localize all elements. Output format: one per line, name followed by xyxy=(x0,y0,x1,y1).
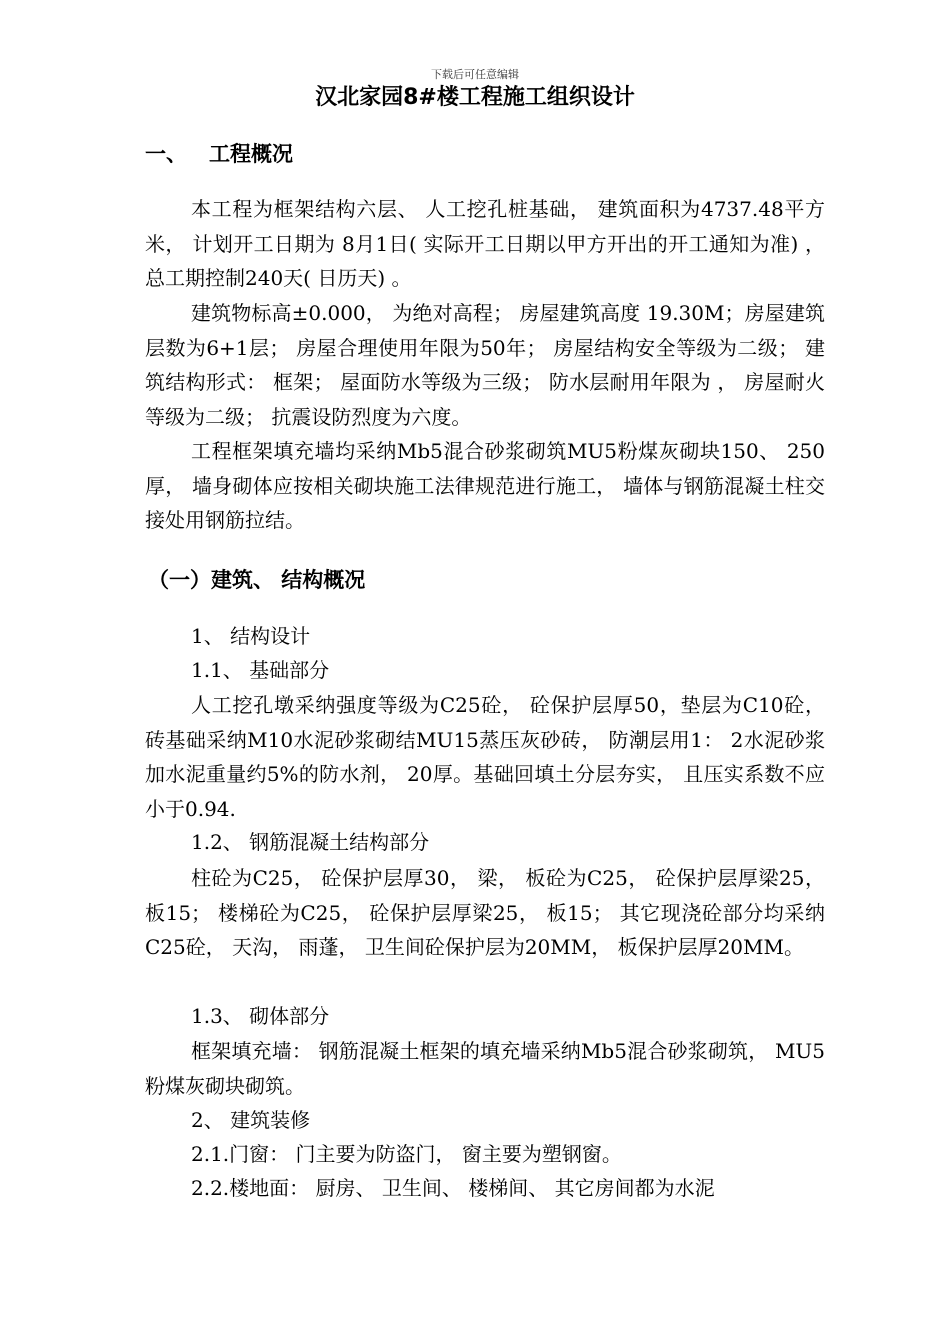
item-building-decoration: 2、 建筑装修 xyxy=(191,1108,311,1132)
paragraph-infill-walls: 工程框架填充墙均采纳Mb5混合砂浆砌筑MU5粉煤灰砌块150、 250厚， 墙身砌体应按相关砌块施工法律规范进行施工， 墙体与钢筋混凝土柱交接处用钢筋拉结。 xyxy=(145,439,825,532)
paragraph-rc-structure: 柱砼为C25， 砼保护层厚30， 梁， 板砼为C25， 砼保护层厚梁25， 板15； 楼梯砼为C25， 砼保护层厚梁25， 板15； 其它现浇砼部分均采纳C25砼， 天沟， 雨蓬， 卫生间砼保护层为20MM， 板保护层厚20MM。 xyxy=(145,866,825,959)
item-masonry: 1.3、 砌体部分 xyxy=(191,1004,330,1028)
section-heading-overview xyxy=(145,138,293,168)
item-doors-windows: 2.1.门窗： 门主要为防盗门， 窗主要为塑钢窗。 xyxy=(191,1142,622,1166)
item-structure-design: 1、 结构设计 xyxy=(191,624,311,648)
paragraph-building-specs: 建筑物标高±0.000， 为绝对高程； 房屋建筑高度 19.30M；房屋建筑层数为6+1层； 房屋合理使用年限为50年； 房屋结构安全等级为二级； 建筑结构形式： 框架； 屋面防水等级为三级； 防水层耐用年限为 ， 房屋耐火等级为二级； 抗震设防烈度为六度。 xyxy=(145,301,825,429)
subsection-heading-building-structure: （一）建筑、 结构概况 xyxy=(148,568,366,592)
section-number: 一、 xyxy=(145,142,187,166)
document-title: 汉北家园8#楼工程施工组织设计 xyxy=(315,85,635,110)
paragraph-foundation: 人工挖孔墩采纳强度等级为C25砼， 砼保护层厚50，垫层为C10砼， 砖基础采纳M10水泥砂浆砌结MU15蒸压灰砂砖， 防潮层用1： 2水泥砂浆加水泥重量约5%的防水剂， 20厚。基础回填土分层夯实， 且压实系数不应小于0.94. xyxy=(145,693,825,821)
item-foundation: 1.1、 基础部分 xyxy=(191,658,330,682)
paragraph-project-intro: 本工程为框架结构六层、 人工挖孔桩基础， 建筑面积为4737.48平方米， 计划开工日期为 8月1日( 实际开工日期以甲方开出的开工通知为准) ， 总工期控制240天( 日历天) 。 xyxy=(145,197,825,290)
section-heading-text: 工程概况 xyxy=(209,142,293,166)
watermark-text: 下载后可任意编辑 xyxy=(431,68,519,81)
item-rc-structure: 1.2、 钢筋混凝土结构部分 xyxy=(191,830,430,854)
paragraph-masonry: 框架填充墙： 钢筋混凝土框架的填充墙采纳Mb5混合砂浆砌筑， MU5粉煤灰砌块砌筑。 xyxy=(145,1039,825,1098)
item-floors: 2.2.楼地面： 厨房、 卫生间、 楼梯间、 其它房间都为水泥 xyxy=(191,1176,715,1200)
